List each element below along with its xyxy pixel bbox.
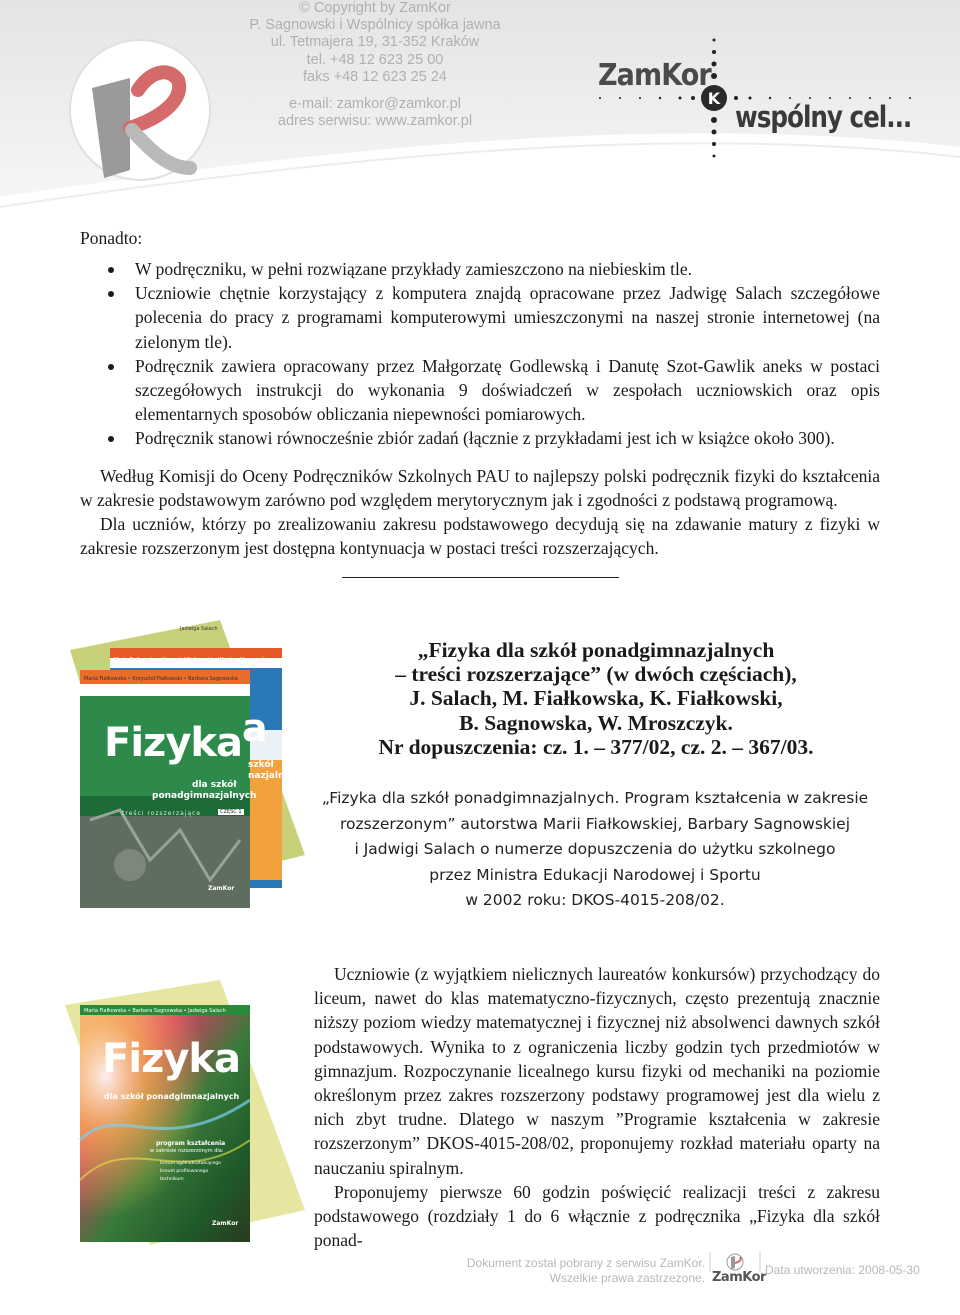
cover1-subtitle-2: ponadgimnazjalnych — [152, 791, 257, 801]
cover1-back-title: a — [242, 706, 268, 750]
footer-logo-icon — [709, 1252, 761, 1272]
brand-name: ZamKor — [598, 58, 711, 93]
list-item: Uczniowie chętnie korzystający z komputera znajdą opracowane przez Jadwigę Salach szczegółowe polecenia do pracy z programami komputerowymi umieszczonymi na naszej stronie internetowej (na zielonym tle). — [80, 281, 880, 354]
cover1-czesc: CZĘŚĆ 1 — [220, 809, 242, 815]
list-item: Podręcznik stanowi równocześnie zbiór zadań (łącznie z przykładami jest ich w książce około 300). — [80, 426, 880, 450]
footer-date: Data utworzenia: 2008-05-30 — [765, 1263, 920, 1277]
book-title-line: „Fizyka dla szkół ponadgimnazjalnych — [417, 638, 775, 662]
company-line: P. Sagnowski i Wspólnicy spółka jawna — [249, 17, 501, 34]
cover1-back-sub2: nazjalnych — [248, 771, 302, 781]
slogan: wspólny cel... — [735, 100, 912, 134]
feature-list — [80, 257, 880, 451]
program-note — [300, 786, 890, 914]
list-item: liceum ogólnokształcącego — [160, 1161, 221, 1166]
paragraph-first-60-hours: Proponujemy pierwsze 60 godzin poświęcić realizacji treści z zakresu podstawowego (rozdziały 1 do 6 włącznie z podręcznika „Fizyka dla szkół ponad- — [314, 1182, 880, 1251]
book-cover-program-ksztalcenia — [60, 980, 310, 1250]
cover2-program-2: w zakresie rozszerzonym dla: — [150, 1148, 224, 1154]
book-authors-line: J. Salach, M. Fiałkowska, K. Fiałkowski, — [409, 686, 783, 711]
program-note-line: „Fizyka dla szkół ponadgimnazjalnych. Program kształcenia w zakresie — [321, 789, 869, 807]
cover1-authors: Maria Fiałkowska • Krzysztof Fiałkowski • Barbara Sagnowska — [84, 676, 238, 682]
cover2-program-1: program kształcenia — [156, 1140, 226, 1147]
cover1-author-top: Jadwiga Salach — [180, 626, 218, 632]
section-divider — [342, 577, 619, 578]
cover2-title: Fizyka — [102, 1036, 240, 1082]
program-note-line: w 2002 roku: DKOS-4015-208/02. — [465, 891, 725, 910]
list-item: technikum — [160, 1177, 184, 1182]
cover1-tresci: treści rozszerzające — [122, 810, 202, 817]
cover2-authors: Maria Fiałkowska • Barbara Sagnowska • Jadwiga Salach — [84, 1008, 226, 1014]
book-title-line: – treści rozszerzające” (w dwóch częściach), — [395, 662, 797, 687]
footer-line: Dokument został pobrany z serwisu ZamKor. — [466, 1256, 705, 1270]
book-title — [316, 638, 876, 759]
paragraph-pau: Według Komisji do Oceny Podręczników Szkolnych PAU to najlepszy polski podręcznik fizyki do kształcenia w zakresie podstawowym zarówno pod względem merytorycznym jak i zgodności z podstawą programową. — [80, 466, 880, 511]
cover1-back-sub1: szkół — [248, 760, 274, 770]
footer-notice — [440, 1256, 705, 1286]
program-note-line: rozszerzonym” autorstwa Marii Fiałkowskiej, Barbary Sagnowskiej — [339, 814, 851, 833]
footer-brand: ZamKor — [712, 1270, 766, 1285]
publisher-contact-block — [200, 0, 550, 130]
paragraph-continuation: Dla uczniów, którzy po zrealizowaniu zakresu podstawowego decydują się na zdawanie matury z fizyki w zakresie rozszerzonym jest dostępna kontynuacja w postaci treści rozszerzających. — [80, 514, 880, 559]
paragraph-spiral-teaching: Uczniowie (z wyjątkiem nielicznych laureatów konkursów) przychodzący do liceum, nawet do klas matematyczno-fizycznych, często prezentują znacznie niższy poziom wiedzy matematycznej i fizycznej niż absolwenci dawnych szkół podstawowych. Wynika to z ograniczenia liczby godzin tych przedmiotów w gimnazjum. Rozpoczynanie licealnego kursu fizyki od mechaniki na poziomie określonym przez zakres rozszerzony podstawy programowej jest dla wielu z nich zbyt trudne. Dlatego w naszym ”Programie kształcenia w zakresie rozszerzonym” DKOS-4015-208/02, proponujemy rozkład materiału oparty na nauczaniu spiralnym. — [314, 964, 880, 1178]
book-approval-number: Nr dopuszczenia: cz. 1. – 377/02, cz. 2. – 367/03. — [378, 734, 814, 759]
cover1-subtitle-1: dla szkół — [192, 780, 237, 790]
cover1-authors-back: Maria Fiałkowska • Krzysztof Fiałkowski • Wiesław Mroszczyk — [114, 657, 266, 663]
cover1-publisher: ZamKor — [208, 885, 235, 892]
phone-line: tel. +48 12 623 25 00 — [306, 51, 444, 68]
list-item: Podręcznik zawiera opracowany przez Małgorzatę Godlewską i Danutę Szot-Gawlik aneks w postaci szczegółowych instrukcji do wykonania 9 doświadczeń w zespołach uczniowskich oraz opis elementarnych sposobów obliczania niepewności pomiarowych. — [80, 354, 880, 427]
program-note-line: przez Ministra Edukacji Narodowej i Sportu — [429, 865, 761, 884]
copyright-line: © Copyright by ZamKor — [299, 0, 451, 16]
zamkor-k-logo — [70, 40, 210, 180]
svg-text:K: K — [707, 89, 721, 108]
program-note-line: i Jadwigi Salach o numerze dopuszczenia do użytku szkolnego — [354, 840, 836, 859]
list-item: liceum profilowanego — [160, 1169, 209, 1174]
address-line: ul. Tetmajera 19, 31-352 Kraków — [270, 34, 480, 51]
email-line: e-mail: zamkor@zamkor.pl — [289, 96, 461, 113]
cover2-subtitle: dla szkół ponadgimnazjalnych — [104, 1092, 240, 1101]
footer-line: Wszelkie prawa zastrzeżone. — [549, 1271, 705, 1285]
book-authors-line: B. Sagnowska, W. Mroszczyk. — [459, 710, 733, 735]
cover2-publisher: ZamKor — [212, 1220, 239, 1227]
cover2-school-list — [160, 1160, 221, 1184]
fax-line: faks +48 12 623 25 24 — [303, 68, 447, 85]
list-item: W podręczniku, w pełni rozwiązane przykłady zamieszczono na niebieskim tle. — [80, 257, 880, 281]
website-line: adres serwisu: www.zamkor.pl — [277, 113, 473, 130]
cover1-title: Fizyka — [104, 720, 242, 766]
ponadto-label: Ponadto: — [80, 228, 143, 248]
